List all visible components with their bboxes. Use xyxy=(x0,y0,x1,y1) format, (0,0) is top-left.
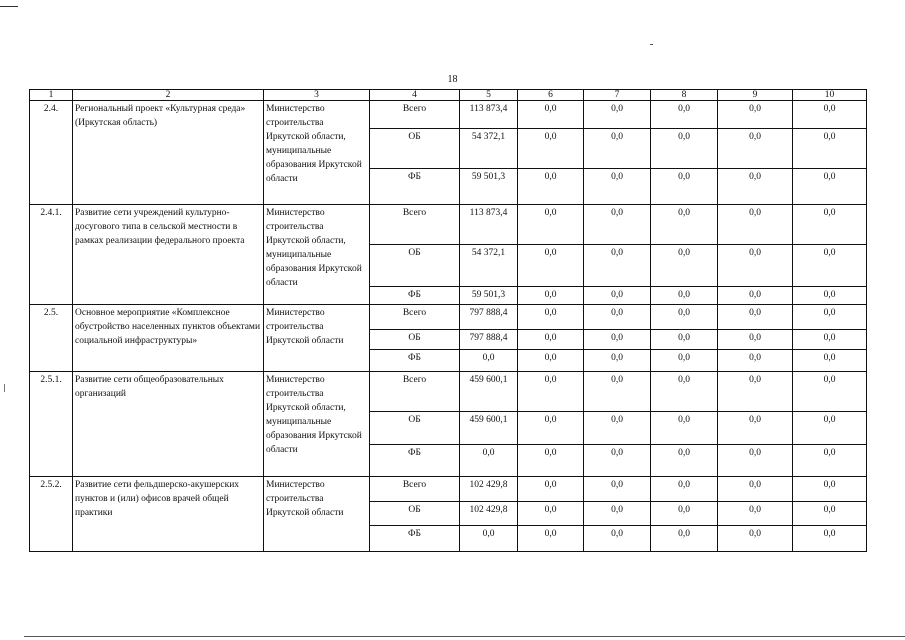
item-executor: Министерство строительства Иркутской области xyxy=(264,305,370,372)
amount-cell: 0,0 xyxy=(651,101,718,129)
column-header: 8 xyxy=(651,90,718,101)
amount-cell: 0,0 xyxy=(718,245,793,287)
scan-side-mark xyxy=(4,384,5,392)
scan-dust-mark xyxy=(650,44,653,45)
amount-cell: 54 372,1 xyxy=(460,245,518,287)
item-name: Развитие сети учреждений культурно-досугового типа в сельской местности в рамках реализации федерального проекта xyxy=(73,205,264,305)
amount-cell: 0,0 xyxy=(651,205,718,245)
table-block xyxy=(30,477,867,552)
amount-cell: 0,0 xyxy=(651,372,718,412)
amount-cell: 0,0 xyxy=(793,330,867,350)
header-row xyxy=(30,90,867,101)
item-number: 2.5.2. xyxy=(30,477,73,552)
item-executor: Министерство строительства Иркутской области xyxy=(264,477,370,552)
funding-source: ОБ xyxy=(370,330,460,350)
amount-cell: 0,0 xyxy=(518,502,584,526)
funding-source: Всего xyxy=(370,305,460,330)
amount-cell: 0,0 xyxy=(793,245,867,287)
funding-source: ОБ xyxy=(370,502,460,526)
table-row xyxy=(30,372,867,412)
item-name: Региональный проект «Культурная среда» (Иркутская область) xyxy=(73,101,264,205)
funding-source: ОБ xyxy=(370,412,460,445)
item-executor: Министерство строительства Иркутской области, муниципальные образования Иркутской области xyxy=(264,372,370,477)
amount-cell: 0,0 xyxy=(651,502,718,526)
funding-source: ОБ xyxy=(370,129,460,169)
amount-cell: 0,0 xyxy=(584,412,651,445)
funding-source: ФБ xyxy=(370,445,460,477)
amount-cell: 0,0 xyxy=(584,477,651,502)
item-executor: Министерство строительства Иркутской области, муниципальные образования Иркутской области xyxy=(264,205,370,305)
amount-cell: 0,0 xyxy=(718,526,793,552)
funding-source: ФБ xyxy=(370,350,460,372)
amount-cell: 0,0 xyxy=(651,287,718,305)
amount-cell: 113 873,4 xyxy=(460,205,518,245)
amount-cell: 0,0 xyxy=(460,445,518,477)
scan-bottom-edge xyxy=(24,636,905,637)
funding-source: Всего xyxy=(370,477,460,502)
table-row xyxy=(30,101,867,129)
amount-cell: 459 600,1 xyxy=(460,412,518,445)
amount-cell: 0,0 xyxy=(518,245,584,287)
column-header: 7 xyxy=(584,90,651,101)
amount-cell: 0,0 xyxy=(718,101,793,129)
amount-cell: 0,0 xyxy=(518,372,584,412)
page-number: 18 xyxy=(447,74,458,85)
column-header: 10 xyxy=(793,90,867,101)
amount-cell: 0,0 xyxy=(793,372,867,412)
item-number: 2.4. xyxy=(30,101,73,205)
amount-cell: 0,0 xyxy=(584,350,651,372)
amount-cell: 0,0 xyxy=(718,330,793,350)
amount-cell: 54 372,1 xyxy=(460,129,518,169)
amount-cell: 0,0 xyxy=(518,330,584,350)
column-header: 3 xyxy=(264,90,370,101)
table-block xyxy=(30,372,867,477)
column-header: 5 xyxy=(460,90,518,101)
table-row xyxy=(30,205,867,245)
funding-source: ФБ xyxy=(370,287,460,305)
column-header: 4 xyxy=(370,90,460,101)
column-header: 9 xyxy=(718,90,793,101)
table-row xyxy=(30,477,867,502)
amount-cell: 0,0 xyxy=(718,169,793,205)
amount-cell: 0,0 xyxy=(584,101,651,129)
amount-cell: 0,0 xyxy=(651,330,718,350)
amount-cell: 0,0 xyxy=(718,445,793,477)
amount-cell: 102 429,8 xyxy=(460,477,518,502)
amount-cell: 0,0 xyxy=(584,205,651,245)
amount-cell: 113 873,4 xyxy=(460,101,518,129)
amount-cell: 0,0 xyxy=(793,129,867,169)
amount-cell: 0,0 xyxy=(718,205,793,245)
amount-cell: 0,0 xyxy=(518,412,584,445)
table-block xyxy=(30,205,867,305)
amount-cell: 0,0 xyxy=(651,445,718,477)
amount-cell: 59 501,3 xyxy=(460,169,518,205)
amount-cell: 0,0 xyxy=(718,412,793,445)
amount-cell: 0,0 xyxy=(651,129,718,169)
amount-cell: 0,0 xyxy=(718,129,793,169)
funding-source: ФБ xyxy=(370,526,460,552)
amount-cell: 0,0 xyxy=(518,129,584,169)
amount-cell: 0,0 xyxy=(651,245,718,287)
amount-cell: 797 888,4 xyxy=(460,330,518,350)
funding-source: ОБ xyxy=(370,245,460,287)
amount-cell: 0,0 xyxy=(518,350,584,372)
amount-cell: 0,0 xyxy=(460,350,518,372)
amount-cell: 0,0 xyxy=(518,305,584,330)
amount-cell: 0,0 xyxy=(793,169,867,205)
table-row xyxy=(30,305,867,330)
amount-cell: 0,0 xyxy=(793,287,867,305)
amount-cell: 0,0 xyxy=(651,305,718,330)
column-header: 6 xyxy=(518,90,584,101)
amount-cell: 0,0 xyxy=(793,526,867,552)
item-name: Развитие сети общеобразовательных организаций xyxy=(73,372,264,477)
amount-cell: 0,0 xyxy=(584,245,651,287)
amount-cell: 0,0 xyxy=(518,526,584,552)
amount-cell: 0,0 xyxy=(718,305,793,330)
amount-cell: 0,0 xyxy=(651,477,718,502)
funding-source: ФБ xyxy=(370,169,460,205)
budget-table xyxy=(29,89,867,552)
table-block xyxy=(30,101,867,205)
amount-cell: 0,0 xyxy=(584,372,651,412)
column-header: 1 xyxy=(30,90,73,101)
amount-cell: 0,0 xyxy=(793,412,867,445)
amount-cell: 0,0 xyxy=(793,477,867,502)
funding-source: Всего xyxy=(370,372,460,412)
amount-cell: 59 501,3 xyxy=(460,287,518,305)
amount-cell: 0,0 xyxy=(584,305,651,330)
funding-source: Всего xyxy=(370,205,460,245)
amount-cell: 0,0 xyxy=(651,350,718,372)
amount-cell: 0,0 xyxy=(518,101,584,129)
amount-cell: 0,0 xyxy=(584,287,651,305)
amount-cell: 0,0 xyxy=(584,526,651,552)
amount-cell: 0,0 xyxy=(718,372,793,412)
amount-cell: 0,0 xyxy=(793,305,867,330)
amount-cell: 102 429,8 xyxy=(460,502,518,526)
amount-cell: 0,0 xyxy=(584,129,651,169)
amount-cell: 797 888,4 xyxy=(460,305,518,330)
amount-cell: 0,0 xyxy=(793,101,867,129)
amount-cell: 0,0 xyxy=(518,169,584,205)
amount-cell: 0,0 xyxy=(793,502,867,526)
column-header: 2 xyxy=(73,90,264,101)
amount-cell: 0,0 xyxy=(718,287,793,305)
table-block xyxy=(30,305,867,372)
funding-source: Всего xyxy=(370,101,460,129)
amount-cell: 0,0 xyxy=(718,350,793,372)
item-number: 2.5. xyxy=(30,305,73,372)
amount-cell: 0,0 xyxy=(518,205,584,245)
amount-cell: 0,0 xyxy=(651,412,718,445)
item-name: Развитие сети фельдшерско-акушерских пунктов и (или) офисов врачей общей практики xyxy=(73,477,264,552)
amount-cell: 0,0 xyxy=(518,477,584,502)
amount-cell: 0,0 xyxy=(584,445,651,477)
amount-cell: 0,0 xyxy=(460,526,518,552)
scan-edge-mark xyxy=(0,6,18,7)
amount-cell: 0,0 xyxy=(584,330,651,350)
item-executor: Министерство строительства Иркутской области, муниципальные образования Иркутской области xyxy=(264,101,370,205)
amount-cell: 0,0 xyxy=(584,502,651,526)
item-number: 2.5.1. xyxy=(30,372,73,477)
amount-cell: 0,0 xyxy=(651,169,718,205)
item-name: Основное мероприятие «Комплексное обустройство населенных пунктов объектами социальной инфраструктуры» xyxy=(73,305,264,372)
amount-cell: 0,0 xyxy=(793,445,867,477)
amount-cell: 0,0 xyxy=(518,445,584,477)
amount-cell: 0,0 xyxy=(793,350,867,372)
amount-cell: 0,0 xyxy=(584,169,651,205)
amount-cell: 0,0 xyxy=(651,526,718,552)
amount-cell: 0,0 xyxy=(718,477,793,502)
item-number: 2.4.1. xyxy=(30,205,73,305)
amount-cell: 0,0 xyxy=(518,287,584,305)
amount-cell: 0,0 xyxy=(793,205,867,245)
amount-cell: 459 600,1 xyxy=(460,372,518,412)
amount-cell: 0,0 xyxy=(718,502,793,526)
